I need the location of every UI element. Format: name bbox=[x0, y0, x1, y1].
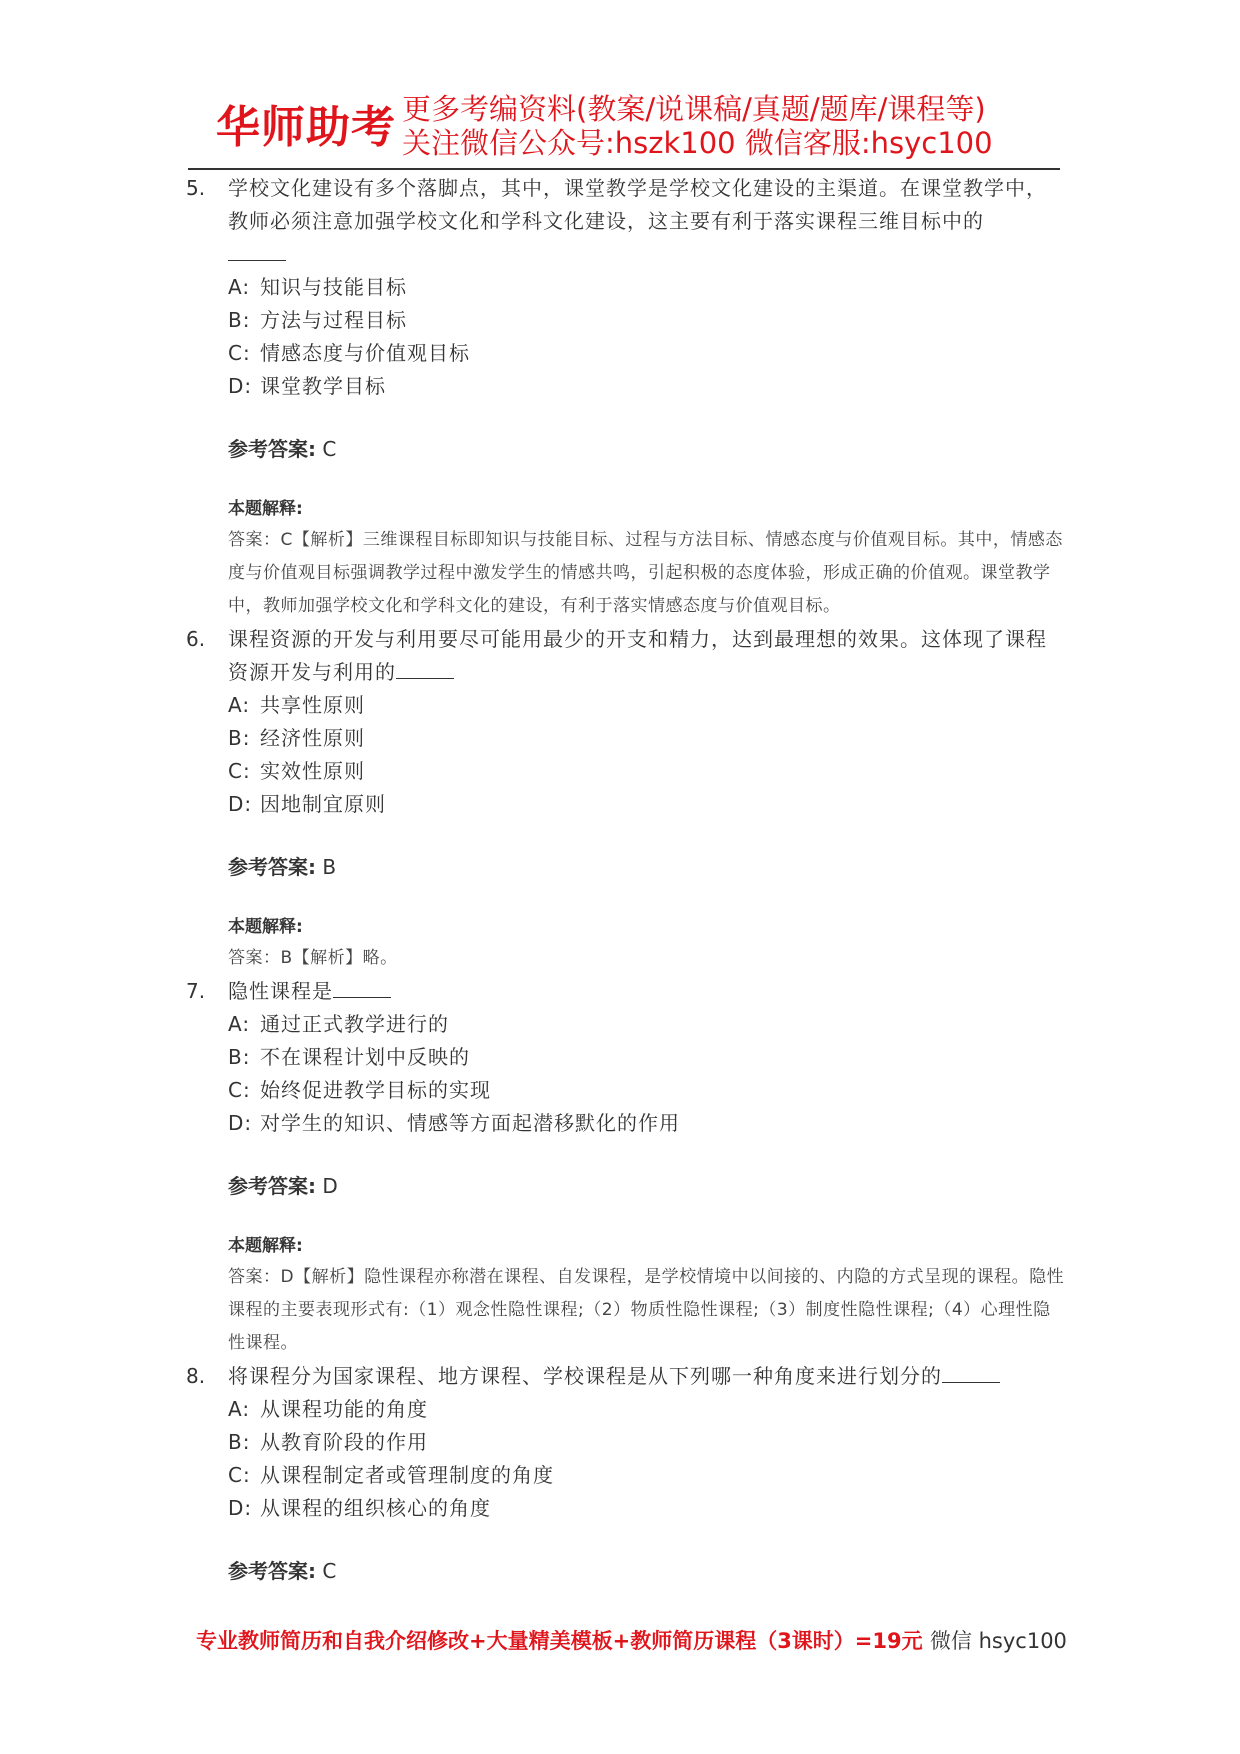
question-stem-text: 学校文化建设有多个落脚点，其中，课堂教学是学校文化建设的主渠道。在课堂教学中，教师必须注意加强学校文化和学科文化建设，这主要有利于落实课程三维目标中的 bbox=[228, 176, 1047, 233]
option-b: B: 从教育阶段的作用 bbox=[228, 1430, 428, 1454]
question-number: 6. bbox=[186, 627, 206, 651]
reference-answer: 参考答案: D bbox=[228, 1174, 338, 1198]
question-number: 7. bbox=[186, 979, 206, 1003]
reference-answer: 参考答案: B bbox=[228, 855, 337, 879]
header-promo bbox=[402, 92, 993, 160]
option-c: C: 实效性原则 bbox=[228, 759, 365, 783]
question-7 bbox=[186, 975, 1066, 1360]
explanation-text: 答案：C【解析】三维课程目标即知识与技能目标、过程与方法目标、情感态度与价值观目标。其中，情感态度与价值观目标强调教学过程中激发学生的情感共鸣，引起积极的态度体验，形成正确的价值观。课堂教学中，教师加强学校文化和学科文化的建设，有利于落实情感态度与价值观目标。 bbox=[228, 530, 1063, 616]
option-a: A: 知识与技能目标 bbox=[228, 275, 407, 299]
option-c: C: 从课程制定者或管理制度的角度 bbox=[228, 1463, 554, 1487]
question-stem bbox=[228, 1360, 1066, 1393]
question-6 bbox=[186, 623, 1066, 975]
answer-blank bbox=[333, 975, 391, 998]
answer-blank bbox=[942, 1360, 1000, 1383]
option-a: A: 通过正式教学进行的 bbox=[228, 1012, 449, 1036]
option-b: B: 方法与过程目标 bbox=[228, 308, 407, 332]
question-list bbox=[186, 172, 1066, 1588]
question-stem-text: 课程资源的开发与利用要尽可能用最少的开支和精力，达到最理想的效果。这体现了课程资源开发与利用的 bbox=[228, 627, 1047, 684]
footer-promo bbox=[196, 1626, 1067, 1656]
answer-value: C bbox=[322, 1559, 337, 1583]
option-list bbox=[228, 1393, 1066, 1525]
question-stem-text: 隐性课程是 bbox=[228, 979, 333, 1003]
question-stem bbox=[228, 623, 1066, 689]
answer-value: B bbox=[322, 855, 337, 879]
question-8 bbox=[186, 1360, 1066, 1588]
option-d: D: 因地制宜原则 bbox=[228, 792, 386, 816]
promo-line-2: 关注微信公众号:hszk100 微信客服:hsyc100 bbox=[402, 126, 993, 160]
header-banner bbox=[216, 92, 1056, 164]
option-a: A: 共享性原则 bbox=[228, 693, 365, 717]
answer-blank bbox=[228, 238, 286, 261]
brand-logo: 华师助考 bbox=[216, 102, 396, 153]
question-stem bbox=[228, 975, 1066, 1008]
footer-contact: 微信 hsyc100 bbox=[929, 1629, 1067, 1653]
explanation-title: 本题解释: bbox=[228, 917, 303, 937]
option-b: B: 不在课程计划中反映的 bbox=[228, 1045, 470, 1069]
option-d: D: 从课程的组织核心的角度 bbox=[228, 1496, 491, 1520]
option-d: D: 课堂教学目标 bbox=[228, 374, 386, 398]
option-list bbox=[228, 1008, 1066, 1140]
question-number: 5. bbox=[186, 176, 206, 200]
question-number: 8. bbox=[186, 1364, 206, 1388]
reference-answer: 参考答案: C bbox=[228, 437, 337, 461]
option-c: C: 情感态度与价值观目标 bbox=[228, 341, 470, 365]
footer-promo-text: 专业教师简历和自我介绍修改+大量精美模板+教师简历课程（3课时）=19元 bbox=[196, 1629, 923, 1653]
option-list bbox=[228, 271, 1066, 403]
answer-value: C bbox=[322, 437, 337, 461]
reference-answer: 参考答案: C bbox=[228, 1559, 337, 1583]
answer-blank bbox=[396, 656, 454, 679]
header-divider bbox=[188, 168, 1060, 170]
question-stem bbox=[228, 172, 1066, 271]
explanation-text: 答案：D【解析】隐性课程亦称潜在课程、自发课程，是学校情境中以间接的、内隐的方式呈现的课程。隐性课程的主要表现形式有:（1）观念性隐性课程;（2）物质性隐性课程;（3）制度性隐性课程;（4）心理性隐性课程。 bbox=[228, 1267, 1065, 1353]
explanation-title: 本题解释: bbox=[228, 499, 303, 519]
explanation-title: 本题解释: bbox=[228, 1236, 303, 1256]
answer-value: D bbox=[322, 1174, 338, 1198]
option-d: D: 对学生的知识、情感等方面起潜移默化的作用 bbox=[228, 1111, 680, 1135]
option-b: B: 经济性原则 bbox=[228, 726, 365, 750]
promo-line-1: 更多考编资料(教案/说课稿/真题/题库/课程等) bbox=[402, 92, 986, 126]
question-5 bbox=[186, 172, 1066, 623]
explanation-text: 答案：B【解析】略。 bbox=[228, 948, 398, 968]
option-a: A: 从课程功能的角度 bbox=[228, 1397, 428, 1421]
option-list bbox=[228, 689, 1066, 821]
option-c: C: 始终促进教学目标的实现 bbox=[228, 1078, 491, 1102]
question-stem-text: 将课程分为国家课程、地方课程、学校课程是从下列哪一种角度来进行划分的 bbox=[228, 1364, 942, 1388]
